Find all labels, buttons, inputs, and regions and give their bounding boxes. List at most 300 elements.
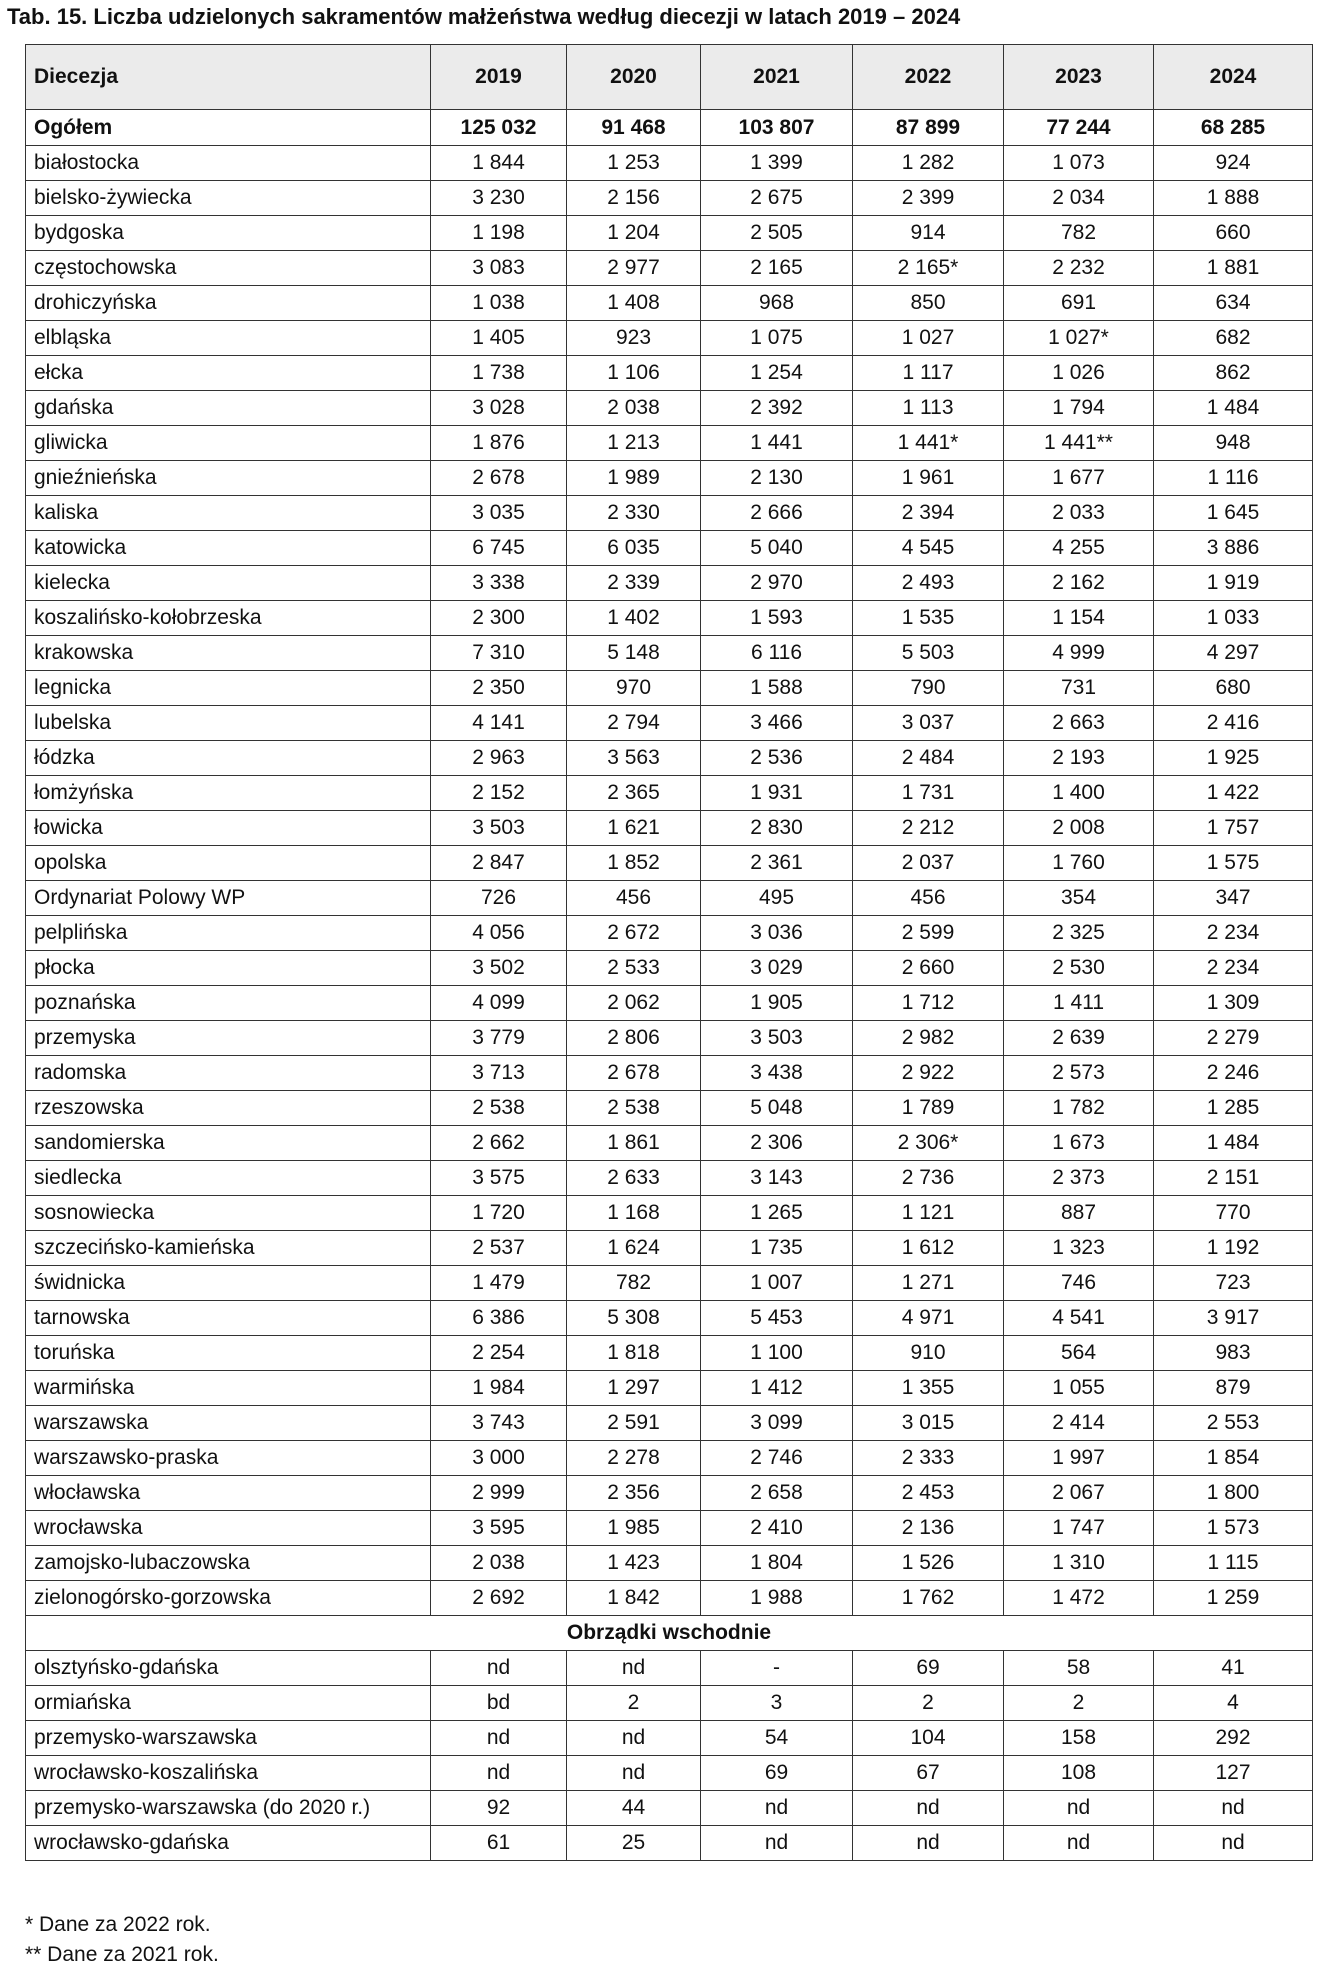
value-2023: 2 162 — [1004, 566, 1154, 601]
value-2024: 2 234 — [1154, 951, 1313, 986]
value-2019: 2 662 — [431, 1126, 567, 1161]
value-2019: nd — [431, 1721, 567, 1756]
value-2024: 347 — [1154, 881, 1313, 916]
table-row — [26, 1231, 1313, 1266]
value-2022: nd — [853, 1791, 1004, 1826]
value-2022: 790 — [853, 671, 1004, 706]
value-2022: 2 394 — [853, 496, 1004, 531]
value-2020: 1 168 — [567, 1196, 701, 1231]
value-2023: 2 232 — [1004, 251, 1154, 286]
diocese-name: łódzka — [26, 741, 431, 776]
table-row-eastern — [26, 1721, 1313, 1756]
value-2021: 1 735 — [701, 1231, 853, 1266]
table-row — [26, 1266, 1313, 1301]
value-2020: 5 148 — [567, 636, 701, 671]
value-2022: nd — [853, 1826, 1004, 1861]
diocese-name: warszawsko-praska — [26, 1441, 431, 1476]
value-2020: 1 297 — [567, 1371, 701, 1406]
value-2019: 3 000 — [431, 1441, 567, 1476]
value-2024: 723 — [1154, 1266, 1313, 1301]
table-row — [26, 566, 1313, 601]
diocese-name: sosnowiecka — [26, 1196, 431, 1231]
value-2020: 1 423 — [567, 1546, 701, 1581]
diocese-name: gliwicka — [26, 426, 431, 461]
diocese-name: katowicka — [26, 531, 431, 566]
value-2022: 2 660 — [853, 951, 1004, 986]
value-2021: 1 588 — [701, 671, 853, 706]
value-2022: 3 037 — [853, 706, 1004, 741]
value-2022: 2 306* — [853, 1126, 1004, 1161]
value-2022: 2 333 — [853, 1441, 1004, 1476]
value-2020: 1 106 — [567, 356, 701, 391]
diocese-name: poznańska — [26, 986, 431, 1021]
value-2023: 1 026 — [1004, 356, 1154, 391]
value-2024: 924 — [1154, 146, 1313, 181]
value-2021: 2 306 — [701, 1126, 853, 1161]
value-2022: 1 027 — [853, 321, 1004, 356]
value-2020: 2 591 — [567, 1406, 701, 1441]
value-2024: nd — [1154, 1826, 1313, 1861]
diocese-name: warszawska — [26, 1406, 431, 1441]
value-2020: nd — [567, 1651, 701, 1686]
value-2019: 3 713 — [431, 1056, 567, 1091]
value-2021: 3 029 — [701, 951, 853, 986]
value-2023: 1 673 — [1004, 1126, 1154, 1161]
total-row — [26, 110, 1313, 146]
value-2022: 104 — [853, 1721, 1004, 1756]
value-2023: 4 541 — [1004, 1301, 1154, 1336]
diocese-name: krakowska — [26, 636, 431, 671]
table-title: Tab. 15. Liczba udzielonych sakramentów małżeństwa według diecezji w latach 2019 – 2024 — [7, 4, 961, 29]
value-2020: 1 852 — [567, 846, 701, 881]
value-2021: 1 265 — [701, 1196, 853, 1231]
value-2021: 2 666 — [701, 496, 853, 531]
value-2021: 1 441 — [701, 426, 853, 461]
value-2021: 2 675 — [701, 181, 853, 216]
value-2021: 968 — [701, 286, 853, 321]
value-2019: 2 692 — [431, 1581, 567, 1616]
table-row-eastern — [26, 1756, 1313, 1791]
footnotes — [25, 1910, 219, 1970]
value-2022: 1 731 — [853, 776, 1004, 811]
value-2019: nd — [431, 1651, 567, 1686]
value-2024: 634 — [1154, 286, 1313, 321]
table-row — [26, 1021, 1313, 1056]
value-2022: 1 117 — [853, 356, 1004, 391]
value-2021: 2 505 — [701, 216, 853, 251]
value-2020: 923 — [567, 321, 701, 356]
diocese-name: ełcka — [26, 356, 431, 391]
header-2020: 2020 — [567, 45, 701, 110]
value-2023: 354 — [1004, 881, 1154, 916]
value-2019: 1 984 — [431, 1371, 567, 1406]
table-row — [26, 321, 1313, 356]
value-2024: 1 484 — [1154, 391, 1313, 426]
diocese-name: płocka — [26, 951, 431, 986]
table-row — [26, 496, 1313, 531]
value-2022: 850 — [853, 286, 1004, 321]
value-2019: 3 028 — [431, 391, 567, 426]
table-row — [26, 1476, 1313, 1511]
value-2023: 1 310 — [1004, 1546, 1154, 1581]
value-2020: 2 806 — [567, 1021, 701, 1056]
value-2019: 4 099 — [431, 986, 567, 1021]
value-2022: 4 545 — [853, 531, 1004, 566]
value-2024: 1 192 — [1154, 1231, 1313, 1266]
value-2019: 3 595 — [431, 1511, 567, 1546]
value-2020: 2 156 — [567, 181, 701, 216]
value-2019: 2 963 — [431, 741, 567, 776]
diocese-name: wrocławska — [26, 1511, 431, 1546]
value-2022: 2 212 — [853, 811, 1004, 846]
value-2023: 1 441** — [1004, 426, 1154, 461]
table-row — [26, 1511, 1313, 1546]
value-2020: 782 — [567, 1266, 701, 1301]
value-2021: 1 100 — [701, 1336, 853, 1371]
value-2019: 3 502 — [431, 951, 567, 986]
value-2024: 1 757 — [1154, 811, 1313, 846]
value-2020: 1 204 — [567, 216, 701, 251]
value-2019: 61 — [431, 1826, 567, 1861]
value-2022: 2 599 — [853, 916, 1004, 951]
diocese-name: zielonogórsko-gorzowska — [26, 1581, 431, 1616]
value-2024: 1 285 — [1154, 1091, 1313, 1126]
value-2020: 1 985 — [567, 1511, 701, 1546]
value-2019: 2 254 — [431, 1336, 567, 1371]
value-2024: 862 — [1154, 356, 1313, 391]
value-2022: 1 762 — [853, 1581, 1004, 1616]
value-2022: 2 — [853, 1686, 1004, 1721]
value-2024: 682 — [1154, 321, 1313, 356]
table-row — [26, 636, 1313, 671]
value-2022: 2 922 — [853, 1056, 1004, 1091]
value-2023: 1 073 — [1004, 146, 1154, 181]
value-2024: 1 881 — [1154, 251, 1313, 286]
value-2023: 2 639 — [1004, 1021, 1154, 1056]
value-2024: 2 416 — [1154, 706, 1313, 741]
value-2023: 2 067 — [1004, 1476, 1154, 1511]
value-2019: nd — [431, 1756, 567, 1791]
diocese-name: koszalińsko-kołobrzeska — [26, 601, 431, 636]
value-2021: 2 970 — [701, 566, 853, 601]
value-2021: 54 — [701, 1721, 853, 1756]
diocese-name: siedlecka — [26, 1161, 431, 1196]
footnote-2: ** Dane za 2021 rok. — [25, 1943, 219, 1966]
value-2021: 495 — [701, 881, 853, 916]
value-2020: 2 794 — [567, 706, 701, 741]
value-2019: 3 779 — [431, 1021, 567, 1056]
value-2024: 1 575 — [1154, 846, 1313, 881]
section-row-eastern-rites — [26, 1616, 1313, 1651]
value-2019: 6 386 — [431, 1301, 567, 1336]
value-2021: 69 — [701, 1756, 853, 1791]
header-2019: 2019 — [431, 45, 567, 110]
table-row — [26, 251, 1313, 286]
value-2023: 2 373 — [1004, 1161, 1154, 1196]
value-2020: 2 633 — [567, 1161, 701, 1196]
value-2024: 680 — [1154, 671, 1313, 706]
value-2021: 1 988 — [701, 1581, 853, 1616]
value-2019: bd — [431, 1686, 567, 1721]
total-2021: 103 807 — [701, 110, 853, 146]
value-2024: 4 297 — [1154, 636, 1313, 671]
diocese-name: wrocławsko-gdańska — [26, 1826, 431, 1861]
value-2022: 3 015 — [853, 1406, 1004, 1441]
value-2021: 2 746 — [701, 1441, 853, 1476]
value-2024: 4 — [1154, 1686, 1313, 1721]
diocese-name: lubelska — [26, 706, 431, 741]
diocese-name: bielsko-żywiecka — [26, 181, 431, 216]
value-2024: 2 234 — [1154, 916, 1313, 951]
value-2020: nd — [567, 1721, 701, 1756]
value-2021: 5 040 — [701, 531, 853, 566]
value-2021: 2 536 — [701, 741, 853, 776]
value-2024: 1 925 — [1154, 741, 1313, 776]
value-2019: 2 350 — [431, 671, 567, 706]
value-2023: 2 193 — [1004, 741, 1154, 776]
diocese-name: wrocławsko-koszalińska — [26, 1756, 431, 1791]
table-row — [26, 1336, 1313, 1371]
table-row — [26, 741, 1313, 776]
value-2019: 4 056 — [431, 916, 567, 951]
value-2021: - — [701, 1651, 853, 1686]
value-2019: 1 738 — [431, 356, 567, 391]
value-2023: 1 782 — [1004, 1091, 1154, 1126]
diocese-name: szczecińsko-kamieńska — [26, 1231, 431, 1266]
value-2020: 2 977 — [567, 251, 701, 286]
value-2023: 1 027* — [1004, 321, 1154, 356]
table-row — [26, 986, 1313, 1021]
diocese-name: częstochowska — [26, 251, 431, 286]
value-2023: 1 400 — [1004, 776, 1154, 811]
diocese-name: opolska — [26, 846, 431, 881]
value-2023: 1 677 — [1004, 461, 1154, 496]
table-row — [26, 1406, 1313, 1441]
value-2023: 1 055 — [1004, 1371, 1154, 1406]
value-2020: 1 624 — [567, 1231, 701, 1266]
value-2020: 2 533 — [567, 951, 701, 986]
diocese-name: gdańska — [26, 391, 431, 426]
value-2019: 1 720 — [431, 1196, 567, 1231]
value-2023: 1 411 — [1004, 986, 1154, 1021]
value-2019: 2 538 — [431, 1091, 567, 1126]
total-2020: 91 468 — [567, 110, 701, 146]
table-row — [26, 1056, 1313, 1091]
value-2021: 2 658 — [701, 1476, 853, 1511]
value-2021: 2 361 — [701, 846, 853, 881]
total-label: Ogółem — [26, 110, 431, 146]
value-2020: 2 038 — [567, 391, 701, 426]
value-2019: 1 038 — [431, 286, 567, 321]
header-row — [26, 45, 1313, 110]
value-2019: 3 743 — [431, 1406, 567, 1441]
value-2023: 1 472 — [1004, 1581, 1154, 1616]
table-row — [26, 776, 1313, 811]
value-2021: 3 466 — [701, 706, 853, 741]
value-2019: 3 575 — [431, 1161, 567, 1196]
value-2023: nd — [1004, 1791, 1154, 1826]
value-2021: 2 392 — [701, 391, 853, 426]
value-2019: 92 — [431, 1791, 567, 1826]
value-2024: 292 — [1154, 1721, 1313, 1756]
table-row — [26, 1581, 1313, 1616]
value-2023: 887 — [1004, 1196, 1154, 1231]
value-2020: 2 538 — [567, 1091, 701, 1126]
total-2023: 77 244 — [1004, 110, 1154, 146]
value-2019: 726 — [431, 881, 567, 916]
value-2020: 2 672 — [567, 916, 701, 951]
value-2020: 5 308 — [567, 1301, 701, 1336]
value-2022: 1 355 — [853, 1371, 1004, 1406]
marriages-by-diocese-table — [25, 44, 1313, 1861]
value-2020: 44 — [567, 1791, 701, 1826]
value-2020: 2 330 — [567, 496, 701, 531]
value-2024: 2 553 — [1154, 1406, 1313, 1441]
header-2021: 2021 — [701, 45, 853, 110]
value-2021: 1 399 — [701, 146, 853, 181]
value-2021: nd — [701, 1791, 853, 1826]
value-2021: 1 593 — [701, 601, 853, 636]
value-2023: 2 033 — [1004, 496, 1154, 531]
value-2021: 1 412 — [701, 1371, 853, 1406]
diocese-name: Ordynariat Polowy WP — [26, 881, 431, 916]
value-2020: 6 035 — [567, 531, 701, 566]
value-2024: nd — [1154, 1791, 1313, 1826]
value-2023: 58 — [1004, 1651, 1154, 1686]
table-row — [26, 1441, 1313, 1476]
value-2023: 2 008 — [1004, 811, 1154, 846]
value-2019: 1 844 — [431, 146, 567, 181]
value-2022: 1 612 — [853, 1231, 1004, 1266]
value-2022: 2 399 — [853, 181, 1004, 216]
value-2019: 2 999 — [431, 1476, 567, 1511]
value-2022: 1 441* — [853, 426, 1004, 461]
header-2023: 2023 — [1004, 45, 1154, 110]
value-2023: 2 414 — [1004, 1406, 1154, 1441]
diocese-name: kaliska — [26, 496, 431, 531]
value-2022: 1 961 — [853, 461, 1004, 496]
table-row — [26, 951, 1313, 986]
value-2024: 1 645 — [1154, 496, 1313, 531]
value-2020: 1 818 — [567, 1336, 701, 1371]
table-row — [26, 601, 1313, 636]
table-row-eastern — [26, 1791, 1313, 1826]
value-2022: 2 453 — [853, 1476, 1004, 1511]
value-2024: 948 — [1154, 426, 1313, 461]
diocese-name: łowicka — [26, 811, 431, 846]
table-row — [26, 531, 1313, 566]
value-2020: nd — [567, 1756, 701, 1791]
value-2021: 1 804 — [701, 1546, 853, 1581]
value-2022: 456 — [853, 881, 1004, 916]
value-2022: 2 037 — [853, 846, 1004, 881]
diocese-name: drohiczyńska — [26, 286, 431, 321]
value-2021: 3 143 — [701, 1161, 853, 1196]
value-2023: 731 — [1004, 671, 1154, 706]
value-2023: 4 255 — [1004, 531, 1154, 566]
value-2023: 2 530 — [1004, 951, 1154, 986]
diocese-name: pelplińska — [26, 916, 431, 951]
value-2024: 1 484 — [1154, 1126, 1313, 1161]
table-row — [26, 216, 1313, 251]
value-2024: 1 800 — [1154, 1476, 1313, 1511]
table-row — [26, 846, 1313, 881]
value-2023: 1 154 — [1004, 601, 1154, 636]
value-2021: 3 503 — [701, 1021, 853, 1056]
value-2021: 1 007 — [701, 1266, 853, 1301]
value-2024: 41 — [1154, 1651, 1313, 1686]
value-2019: 1 479 — [431, 1266, 567, 1301]
value-2019: 2 152 — [431, 776, 567, 811]
value-2019: 1 405 — [431, 321, 567, 356]
table-row — [26, 181, 1313, 216]
value-2020: 456 — [567, 881, 701, 916]
value-2023: 2 034 — [1004, 181, 1154, 216]
value-2021: 2 410 — [701, 1511, 853, 1546]
value-2019: 6 745 — [431, 531, 567, 566]
header-2022: 2022 — [853, 45, 1004, 110]
diocese-name: bydgoska — [26, 216, 431, 251]
value-2021: 3 036 — [701, 916, 853, 951]
value-2020: 2 365 — [567, 776, 701, 811]
value-2021: 2 130 — [701, 461, 853, 496]
value-2019: 1 876 — [431, 426, 567, 461]
value-2020: 2 339 — [567, 566, 701, 601]
value-2023: 1 747 — [1004, 1511, 1154, 1546]
table-row — [26, 1196, 1313, 1231]
diocese-name: elbląska — [26, 321, 431, 356]
value-2023: nd — [1004, 1826, 1154, 1861]
diocese-name: radomska — [26, 1056, 431, 1091]
value-2020: 2 062 — [567, 986, 701, 1021]
diocese-name: warmińska — [26, 1371, 431, 1406]
header-diecezja: Diecezja — [26, 45, 431, 110]
value-2022: 1 121 — [853, 1196, 1004, 1231]
diocese-name: toruńska — [26, 1336, 431, 1371]
value-2021: 6 116 — [701, 636, 853, 671]
table-row — [26, 881, 1313, 916]
value-2023: 2 663 — [1004, 706, 1154, 741]
value-2021: 3 — [701, 1686, 853, 1721]
value-2023: 4 999 — [1004, 636, 1154, 671]
diocese-name: olsztyńsko-gdańska — [26, 1651, 431, 1686]
value-2019: 2 678 — [431, 461, 567, 496]
value-2021: 3 438 — [701, 1056, 853, 1091]
diocese-name: przemysko-warszawska (do 2020 r.) — [26, 1791, 431, 1826]
diocese-name: tarnowska — [26, 1301, 431, 1336]
value-2021: 2 165 — [701, 251, 853, 286]
value-2020: 970 — [567, 671, 701, 706]
diocese-name: gnieźnieńska — [26, 461, 431, 496]
table-row — [26, 286, 1313, 321]
table-row-eastern — [26, 1686, 1313, 1721]
diocese-name: ormiańska — [26, 1686, 431, 1721]
value-2024: 1 919 — [1154, 566, 1313, 601]
table-row-eastern — [26, 1826, 1313, 1861]
value-2022: 910 — [853, 1336, 1004, 1371]
value-2024: 1 115 — [1154, 1546, 1313, 1581]
table-row — [26, 461, 1313, 496]
value-2022: 2 136 — [853, 1511, 1004, 1546]
total-2024: 68 285 — [1154, 110, 1313, 146]
value-2020: 2 678 — [567, 1056, 701, 1091]
value-2020: 1 408 — [567, 286, 701, 321]
value-2021: 5 453 — [701, 1301, 853, 1336]
value-2020: 1 989 — [567, 461, 701, 496]
footnote-1: * Dane za 2022 rok. — [25, 1913, 211, 1936]
value-2024: 3 886 — [1154, 531, 1313, 566]
value-2022: 1 282 — [853, 146, 1004, 181]
